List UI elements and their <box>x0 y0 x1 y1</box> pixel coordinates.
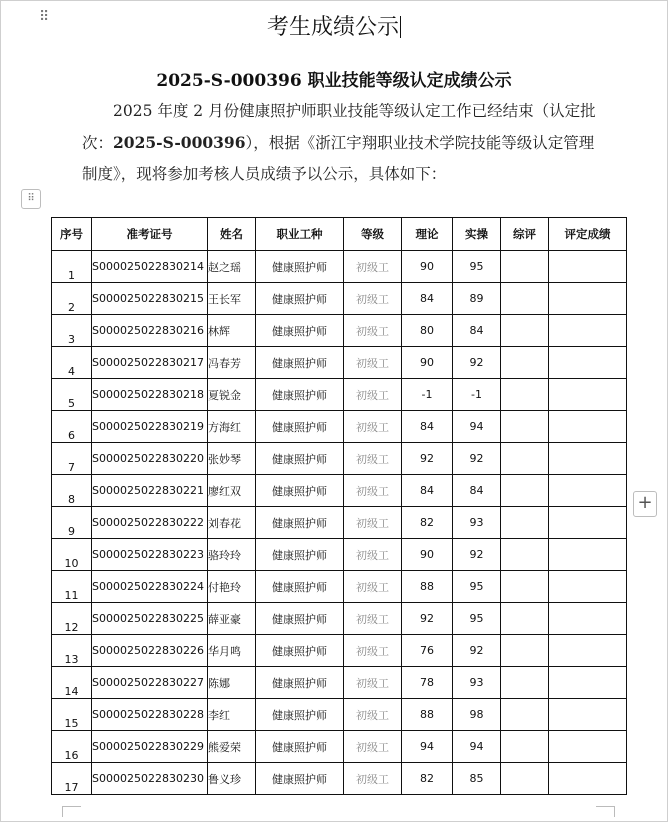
header-theory: 理论 <box>402 218 453 251</box>
row-occupation[interactable]: 健康照护师 <box>256 667 344 699</box>
add-column-button[interactable]: + <box>633 491 657 517</box>
row-exam-id[interactable]: S000025022830225 <box>92 603 208 635</box>
table-row <box>52 507 627 539</box>
row-exam-id[interactable]: S000025022830220 <box>92 443 208 475</box>
drag-handle-icon[interactable]: ⠿ <box>39 9 51 25</box>
row-final-grade[interactable] <box>549 699 627 731</box>
row-overall-score[interactable] <box>501 763 549 795</box>
row-final-grade[interactable] <box>549 731 627 763</box>
row-theory-score[interactable]: -1 <box>402 379 453 411</box>
row-occupation[interactable]: 健康照护师 <box>256 443 344 475</box>
row-final-grade[interactable] <box>549 507 627 539</box>
row-level[interactable]: 初级工 <box>344 603 402 635</box>
row-seq[interactable]: 11 <box>52 571 92 603</box>
table-row <box>52 635 627 667</box>
row-level[interactable]: 初级工 <box>344 379 402 411</box>
table-move-icon[interactable]: ⠿ <box>21 189 41 209</box>
row-name[interactable]: 华月鸣 <box>208 635 256 667</box>
row-exam-id[interactable]: S000025022830228 <box>92 699 208 731</box>
row-level[interactable]: 初级工 <box>344 507 402 539</box>
row-overall-score[interactable] <box>501 571 549 603</box>
table-row <box>52 571 627 603</box>
row-theory-score[interactable]: 84 <box>402 283 453 315</box>
row-level[interactable]: 初级工 <box>344 667 402 699</box>
row-theory-score[interactable]: 84 <box>402 475 453 507</box>
row-practice-score[interactable]: 95 <box>453 251 501 283</box>
row-exam-id[interactable]: S000025022830223 <box>92 539 208 571</box>
row-name[interactable]: 林辉 <box>208 315 256 347</box>
table-header-row <box>52 218 627 251</box>
row-theory-score[interactable]: 78 <box>402 667 453 699</box>
row-occupation[interactable]: 健康照护师 <box>256 731 344 763</box>
row-theory-score[interactable]: 94 <box>402 731 453 763</box>
row-exam-id[interactable]: S000025022830218 <box>92 379 208 411</box>
row-theory-score[interactable]: 90 <box>402 251 453 283</box>
row-final-grade[interactable] <box>549 347 627 379</box>
row-occupation[interactable]: 健康照护师 <box>256 539 344 571</box>
header-seq: 序号 <box>52 218 92 251</box>
row-name[interactable]: 方海红 <box>208 411 256 443</box>
scores-table <box>51 217 627 795</box>
row-final-grade[interactable] <box>549 411 627 443</box>
row-practice-score[interactable]: -1 <box>453 379 501 411</box>
row-practice-score[interactable]: 89 <box>453 283 501 315</box>
row-occupation[interactable]: 健康照护师 <box>256 411 344 443</box>
row-exam-id[interactable]: S000025022830226 <box>92 635 208 667</box>
table-row <box>52 379 627 411</box>
row-practice-score[interactable]: 93 <box>453 667 501 699</box>
table-body <box>52 251 627 795</box>
row-level[interactable]: 初级工 <box>344 635 402 667</box>
table-row <box>52 443 627 475</box>
row-exam-id[interactable]: S000025022830222 <box>92 507 208 539</box>
row-practice-score[interactable]: 92 <box>453 443 501 475</box>
row-seq[interactable]: 12 <box>52 603 92 635</box>
row-name[interactable]: 廖红双 <box>208 475 256 507</box>
row-seq[interactable]: 17 <box>52 763 92 795</box>
row-seq[interactable]: 8 <box>52 475 92 507</box>
row-final-grade[interactable] <box>549 475 627 507</box>
row-exam-id[interactable]: S000025022830216 <box>92 315 208 347</box>
table-row <box>52 347 627 379</box>
row-name[interactable]: 鲁义珍 <box>208 763 256 795</box>
row-overall-score[interactable] <box>501 475 549 507</box>
row-occupation[interactable]: 健康照护师 <box>256 283 344 315</box>
row-overall-score[interactable] <box>501 347 549 379</box>
row-seq[interactable]: 10 <box>52 539 92 571</box>
row-final-grade[interactable] <box>549 251 627 283</box>
row-level[interactable]: 初级工 <box>344 539 402 571</box>
header-practice: 实操 <box>453 218 501 251</box>
row-name[interactable]: 赵之瑶 <box>208 251 256 283</box>
row-final-grade[interactable] <box>549 315 627 347</box>
row-occupation[interactable]: 健康照护师 <box>256 603 344 635</box>
row-final-grade[interactable] <box>549 635 627 667</box>
row-overall-score[interactable] <box>501 539 549 571</box>
row-practice-score[interactable]: 84 <box>453 475 501 507</box>
row-practice-score[interactable]: 98 <box>453 699 501 731</box>
row-occupation[interactable]: 健康照护师 <box>256 699 344 731</box>
row-theory-score[interactable]: 92 <box>402 443 453 475</box>
row-practice-score[interactable]: 95 <box>453 571 501 603</box>
row-name[interactable]: 冯春芳 <box>208 347 256 379</box>
row-exam-id[interactable]: S000025022830221 <box>92 475 208 507</box>
row-exam-id[interactable]: S000025022830229 <box>92 731 208 763</box>
intro-batch-number: 2025-S-000396 <box>113 133 246 152</box>
table-row <box>52 603 627 635</box>
row-theory-score[interactable]: 92 <box>402 603 453 635</box>
table-row <box>52 699 627 731</box>
row-seq[interactable]: 6 <box>52 411 92 443</box>
row-overall-score[interactable] <box>501 411 549 443</box>
row-practice-score[interactable]: 92 <box>453 635 501 667</box>
row-practice-score[interactable]: 93 <box>453 507 501 539</box>
row-name[interactable]: 薛亚豪 <box>208 603 256 635</box>
row-occupation[interactable]: 健康照护师 <box>256 347 344 379</box>
header-exam-id: 准考证号 <box>92 218 208 251</box>
table-row <box>52 251 627 283</box>
row-final-grade[interactable] <box>549 603 627 635</box>
row-level[interactable]: 初级工 <box>344 475 402 507</box>
row-overall-score[interactable] <box>501 667 549 699</box>
row-seq[interactable]: 14 <box>52 667 92 699</box>
row-theory-score[interactable]: 88 <box>402 571 453 603</box>
row-exam-id[interactable]: S000025022830214 <box>92 251 208 283</box>
row-occupation[interactable]: 健康照护师 <box>256 475 344 507</box>
row-overall-score[interactable] <box>501 443 549 475</box>
table-row <box>52 731 627 763</box>
row-occupation[interactable]: 健康照护师 <box>256 379 344 411</box>
page-corner-mark <box>596 806 615 817</box>
row-practice-score[interactable]: 95 <box>453 603 501 635</box>
row-level[interactable]: 初级工 <box>344 251 402 283</box>
row-seq[interactable]: 3 <box>52 315 92 347</box>
row-exam-id[interactable]: S000025022830230 <box>92 763 208 795</box>
row-seq[interactable]: 5 <box>52 379 92 411</box>
table-row <box>52 667 627 699</box>
document-title[interactable]: 考生成绩公示 <box>266 15 399 40</box>
row-occupation[interactable]: 健康照护师 <box>256 251 344 283</box>
table-row <box>52 475 627 507</box>
row-occupation[interactable]: 健康照护师 <box>256 763 344 795</box>
row-seq[interactable]: 9 <box>52 507 92 539</box>
row-level[interactable]: 初级工 <box>344 315 402 347</box>
row-name[interactable]: 张妙琴 <box>208 443 256 475</box>
intro-paragraph <box>82 96 602 190</box>
row-name[interactable]: 陈娜 <box>208 667 256 699</box>
row-seq[interactable]: 4 <box>52 347 92 379</box>
row-level[interactable]: 初级工 <box>344 347 402 379</box>
row-name[interactable]: 夏锐金 <box>208 379 256 411</box>
row-level[interactable]: 初级工 <box>344 411 402 443</box>
header-name: 姓名 <box>208 218 256 251</box>
intro-text-part-2: ），根据《浙江宇翔职业技术学院技能等级认定管理制度》，现将参加考核人员成绩予以公示，具体如下： <box>82 134 595 183</box>
row-exam-id[interactable]: S000025022830217 <box>92 347 208 379</box>
header-occupation: 职业工种 <box>256 218 344 251</box>
row-seq[interactable]: 13 <box>52 635 92 667</box>
row-exam-id[interactable]: S000025022830215 <box>92 283 208 315</box>
row-final-grade[interactable] <box>549 763 627 795</box>
row-theory-score[interactable]: 90 <box>402 539 453 571</box>
row-overall-score[interactable] <box>501 603 549 635</box>
row-final-grade[interactable] <box>549 539 627 571</box>
row-name[interactable]: 熊爱荣 <box>208 731 256 763</box>
row-practice-score[interactable]: 94 <box>453 411 501 443</box>
row-theory-score[interactable]: 80 <box>402 315 453 347</box>
row-level[interactable]: 初级工 <box>344 699 402 731</box>
row-overall-score[interactable] <box>501 315 549 347</box>
row-exam-id[interactable]: S000025022830224 <box>92 571 208 603</box>
row-final-grade[interactable] <box>549 283 627 315</box>
table-row <box>52 763 627 795</box>
row-practice-score[interactable]: 94 <box>453 731 501 763</box>
row-occupation[interactable]: 健康照护师 <box>256 315 344 347</box>
row-name[interactable]: 王长军 <box>208 283 256 315</box>
row-final-grade[interactable] <box>549 571 627 603</box>
row-occupation[interactable]: 健康照护师 <box>256 507 344 539</box>
row-overall-score[interactable] <box>501 283 549 315</box>
row-theory-score[interactable]: 84 <box>402 411 453 443</box>
row-seq[interactable]: 1 <box>52 251 92 283</box>
text-cursor <box>400 16 401 38</box>
row-theory-score[interactable]: 82 <box>402 763 453 795</box>
row-occupation[interactable]: 健康照护师 <box>256 635 344 667</box>
table-row <box>52 283 627 315</box>
header-level: 等级 <box>344 218 402 251</box>
row-name[interactable]: 付艳玲 <box>208 571 256 603</box>
row-level[interactable]: 初级工 <box>344 443 402 475</box>
header-final-grade: 评定成绩 <box>549 218 627 251</box>
table-row <box>52 411 627 443</box>
row-practice-score[interactable]: 84 <box>453 315 501 347</box>
row-overall-score[interactable] <box>501 699 549 731</box>
intro-text-part-1: 2025 年度 2 月份健康照护师职业技能等级认定工作已经结束（认定批次： <box>82 102 596 152</box>
row-name[interactable]: 刘春花 <box>208 507 256 539</box>
row-practice-score[interactable]: 85 <box>453 763 501 795</box>
row-name[interactable]: 李红 <box>208 699 256 731</box>
row-seq[interactable]: 2 <box>52 283 92 315</box>
row-exam-id[interactable]: S000025022830227 <box>92 667 208 699</box>
table-row <box>52 539 627 571</box>
row-final-grade[interactable] <box>549 379 627 411</box>
row-final-grade[interactable] <box>549 667 627 699</box>
row-practice-score[interactable]: 92 <box>453 347 501 379</box>
row-theory-score[interactable]: 88 <box>402 699 453 731</box>
row-level[interactable]: 初级工 <box>344 731 402 763</box>
row-overall-score[interactable] <box>501 507 549 539</box>
row-overall-score[interactable] <box>501 251 549 283</box>
row-seq[interactable]: 16 <box>52 731 92 763</box>
row-seq[interactable]: 7 <box>52 443 92 475</box>
row-theory-score[interactable]: 90 <box>402 347 453 379</box>
table-row <box>52 315 627 347</box>
row-overall-score[interactable] <box>501 635 549 667</box>
row-overall-score[interactable] <box>501 379 549 411</box>
announcement-subtitle: 2025-S-000396 职业技能等级认定成绩公示 <box>156 71 512 91</box>
row-theory-score[interactable]: 82 <box>402 507 453 539</box>
row-seq[interactable]: 15 <box>52 699 92 731</box>
row-occupation[interactable]: 健康照护师 <box>256 571 344 603</box>
header-overall: 综评 <box>501 218 549 251</box>
row-level[interactable]: 初级工 <box>344 571 402 603</box>
row-exam-id[interactable]: S000025022830219 <box>92 411 208 443</box>
row-name[interactable]: 骆玲玲 <box>208 539 256 571</box>
row-level[interactable]: 初级工 <box>344 283 402 315</box>
page-corner-mark <box>62 806 81 817</box>
row-final-grade[interactable] <box>549 443 627 475</box>
row-practice-score[interactable]: 92 <box>453 539 501 571</box>
row-level[interactable]: 初级工 <box>344 763 402 795</box>
row-theory-score[interactable]: 76 <box>402 635 453 667</box>
row-overall-score[interactable] <box>501 731 549 763</box>
